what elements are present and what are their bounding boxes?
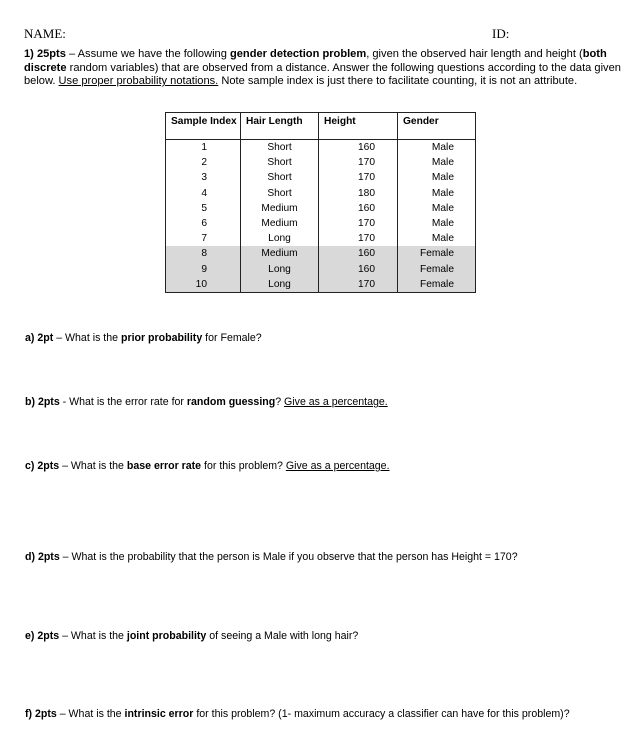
question-e-label: e) 2pts [25,630,60,642]
cell-index: 2 [166,155,241,170]
col-header-height: Height [319,113,398,140]
intro-bold-1: gender detection problem [229,48,367,60]
question-f-bold: intrinsic error [124,708,194,720]
table-row [166,140,476,156]
cell-height: 170 [319,231,398,246]
cell-index: 8 [166,246,241,261]
id-label: ID: [492,26,510,41]
table-row [166,262,476,277]
cell-gender: Male [398,155,476,170]
cell-height: 160 [319,201,398,216]
problem-intro [24,48,622,89]
cell-gender: Female [398,246,476,261]
question-a-label: a) 2pt [25,332,54,344]
question-a-text: – What is the [53,332,121,344]
cell-hair: Short [241,186,319,201]
cell-hair: Long [241,262,319,277]
intro-text-1: – Assume we have the following [65,48,230,60]
cell-height: 180 [319,186,398,201]
question-a [25,332,262,344]
cell-gender: Male [398,201,476,216]
cell-gender: Male [398,170,476,185]
table-row [166,216,476,231]
question-f [25,708,570,720]
question-c [25,460,390,472]
question-b-bold: random guessing [186,396,276,408]
cell-index: 7 [166,231,241,246]
question-a-rest: for Female? [202,332,262,344]
cell-gender: Female [398,277,476,293]
question-f-text: – What is the [56,708,125,720]
col-header-hair-length: Hair Length [241,113,319,140]
cell-index: 6 [166,216,241,231]
question-b-text: - What is the error rate for [59,396,187,408]
col-header-gender: Gender [398,113,476,140]
intro-text-2: , given the observed hair length and height ( [366,48,583,60]
col-header-sample-index: Sample Index [166,113,241,140]
table-row [166,186,476,201]
question-b-rest: ? [275,396,285,408]
question-c-underlined: Give as a percentage. [285,460,390,472]
question-d-label: d) 2pts [25,551,60,563]
cell-height: 160 [319,246,398,261]
question-a-bold: prior probability [120,332,203,344]
question-f-label: f) 2pts [25,708,57,720]
question-c-text: – What is the [59,460,127,472]
cell-hair: Medium [241,216,319,231]
cell-height: 160 [319,262,398,277]
cell-index: 5 [166,201,241,216]
cell-height: 170 [319,170,398,185]
cell-gender: Male [398,216,476,231]
table-row [166,170,476,185]
table-row [166,201,476,216]
table-row [166,277,476,293]
cell-gender: Male [398,186,476,201]
question-e-rest: of seeing a Male with long hair? [206,630,359,642]
intro-bold-2: both discrete [24,48,607,74]
cell-height: 160 [319,140,398,156]
cell-hair: Short [241,170,319,185]
question-b [25,396,388,408]
question-e-text: – What is the [59,630,127,642]
cell-index: 10 [166,277,241,293]
question-e-bold: joint probability [126,630,207,642]
table-header-row [166,113,476,140]
table-row [166,155,476,170]
question-c-label: c) 2pts [25,460,60,472]
cell-index: 3 [166,170,241,185]
question-b-underlined: Give as a percentage. [284,396,388,408]
cell-index: 4 [166,186,241,201]
question-f-rest: for this problem? (1- maximum accuracy a classifier can have for this problem)? [193,708,570,720]
intro-text-4: Note sample index is just there to facilitate counting, it is not an attribute. [218,75,578,88]
cell-hair: Medium [241,246,319,261]
cell-hair: Long [241,277,319,293]
table-row [166,231,476,246]
cell-hair: Short [241,140,319,156]
intro-text-3: random variables) that are observed from a distance. Answer the following questions according to the data given below. [24,61,621,88]
cell-height: 170 [319,277,398,293]
cell-index: 9 [166,262,241,277]
cell-hair: Medium [241,201,319,216]
cell-hair: Long [241,231,319,246]
name-label: NAME: [24,26,66,41]
cell-index: 1 [166,140,241,156]
intro-underlined: Use proper probability notations. [58,75,219,88]
table-row [166,246,476,261]
cell-hair: Short [241,155,319,170]
cell-gender: Male [398,231,476,246]
question-c-bold: base error rate [126,460,202,472]
cell-gender: Female [398,262,476,277]
data-table [165,112,476,293]
question-d [25,551,518,563]
question-e [25,630,358,642]
question-b-label: b) 2pts [25,396,60,408]
cell-gender: Male [398,140,476,156]
question-d-text: – What is the probability that the person is Male if you observe that the person has Height = 170? [59,551,518,563]
problem-number: 1) 25pts [24,48,66,60]
cell-height: 170 [319,216,398,231]
question-c-rest: for this problem? [201,460,286,472]
cell-height: 170 [319,155,398,170]
